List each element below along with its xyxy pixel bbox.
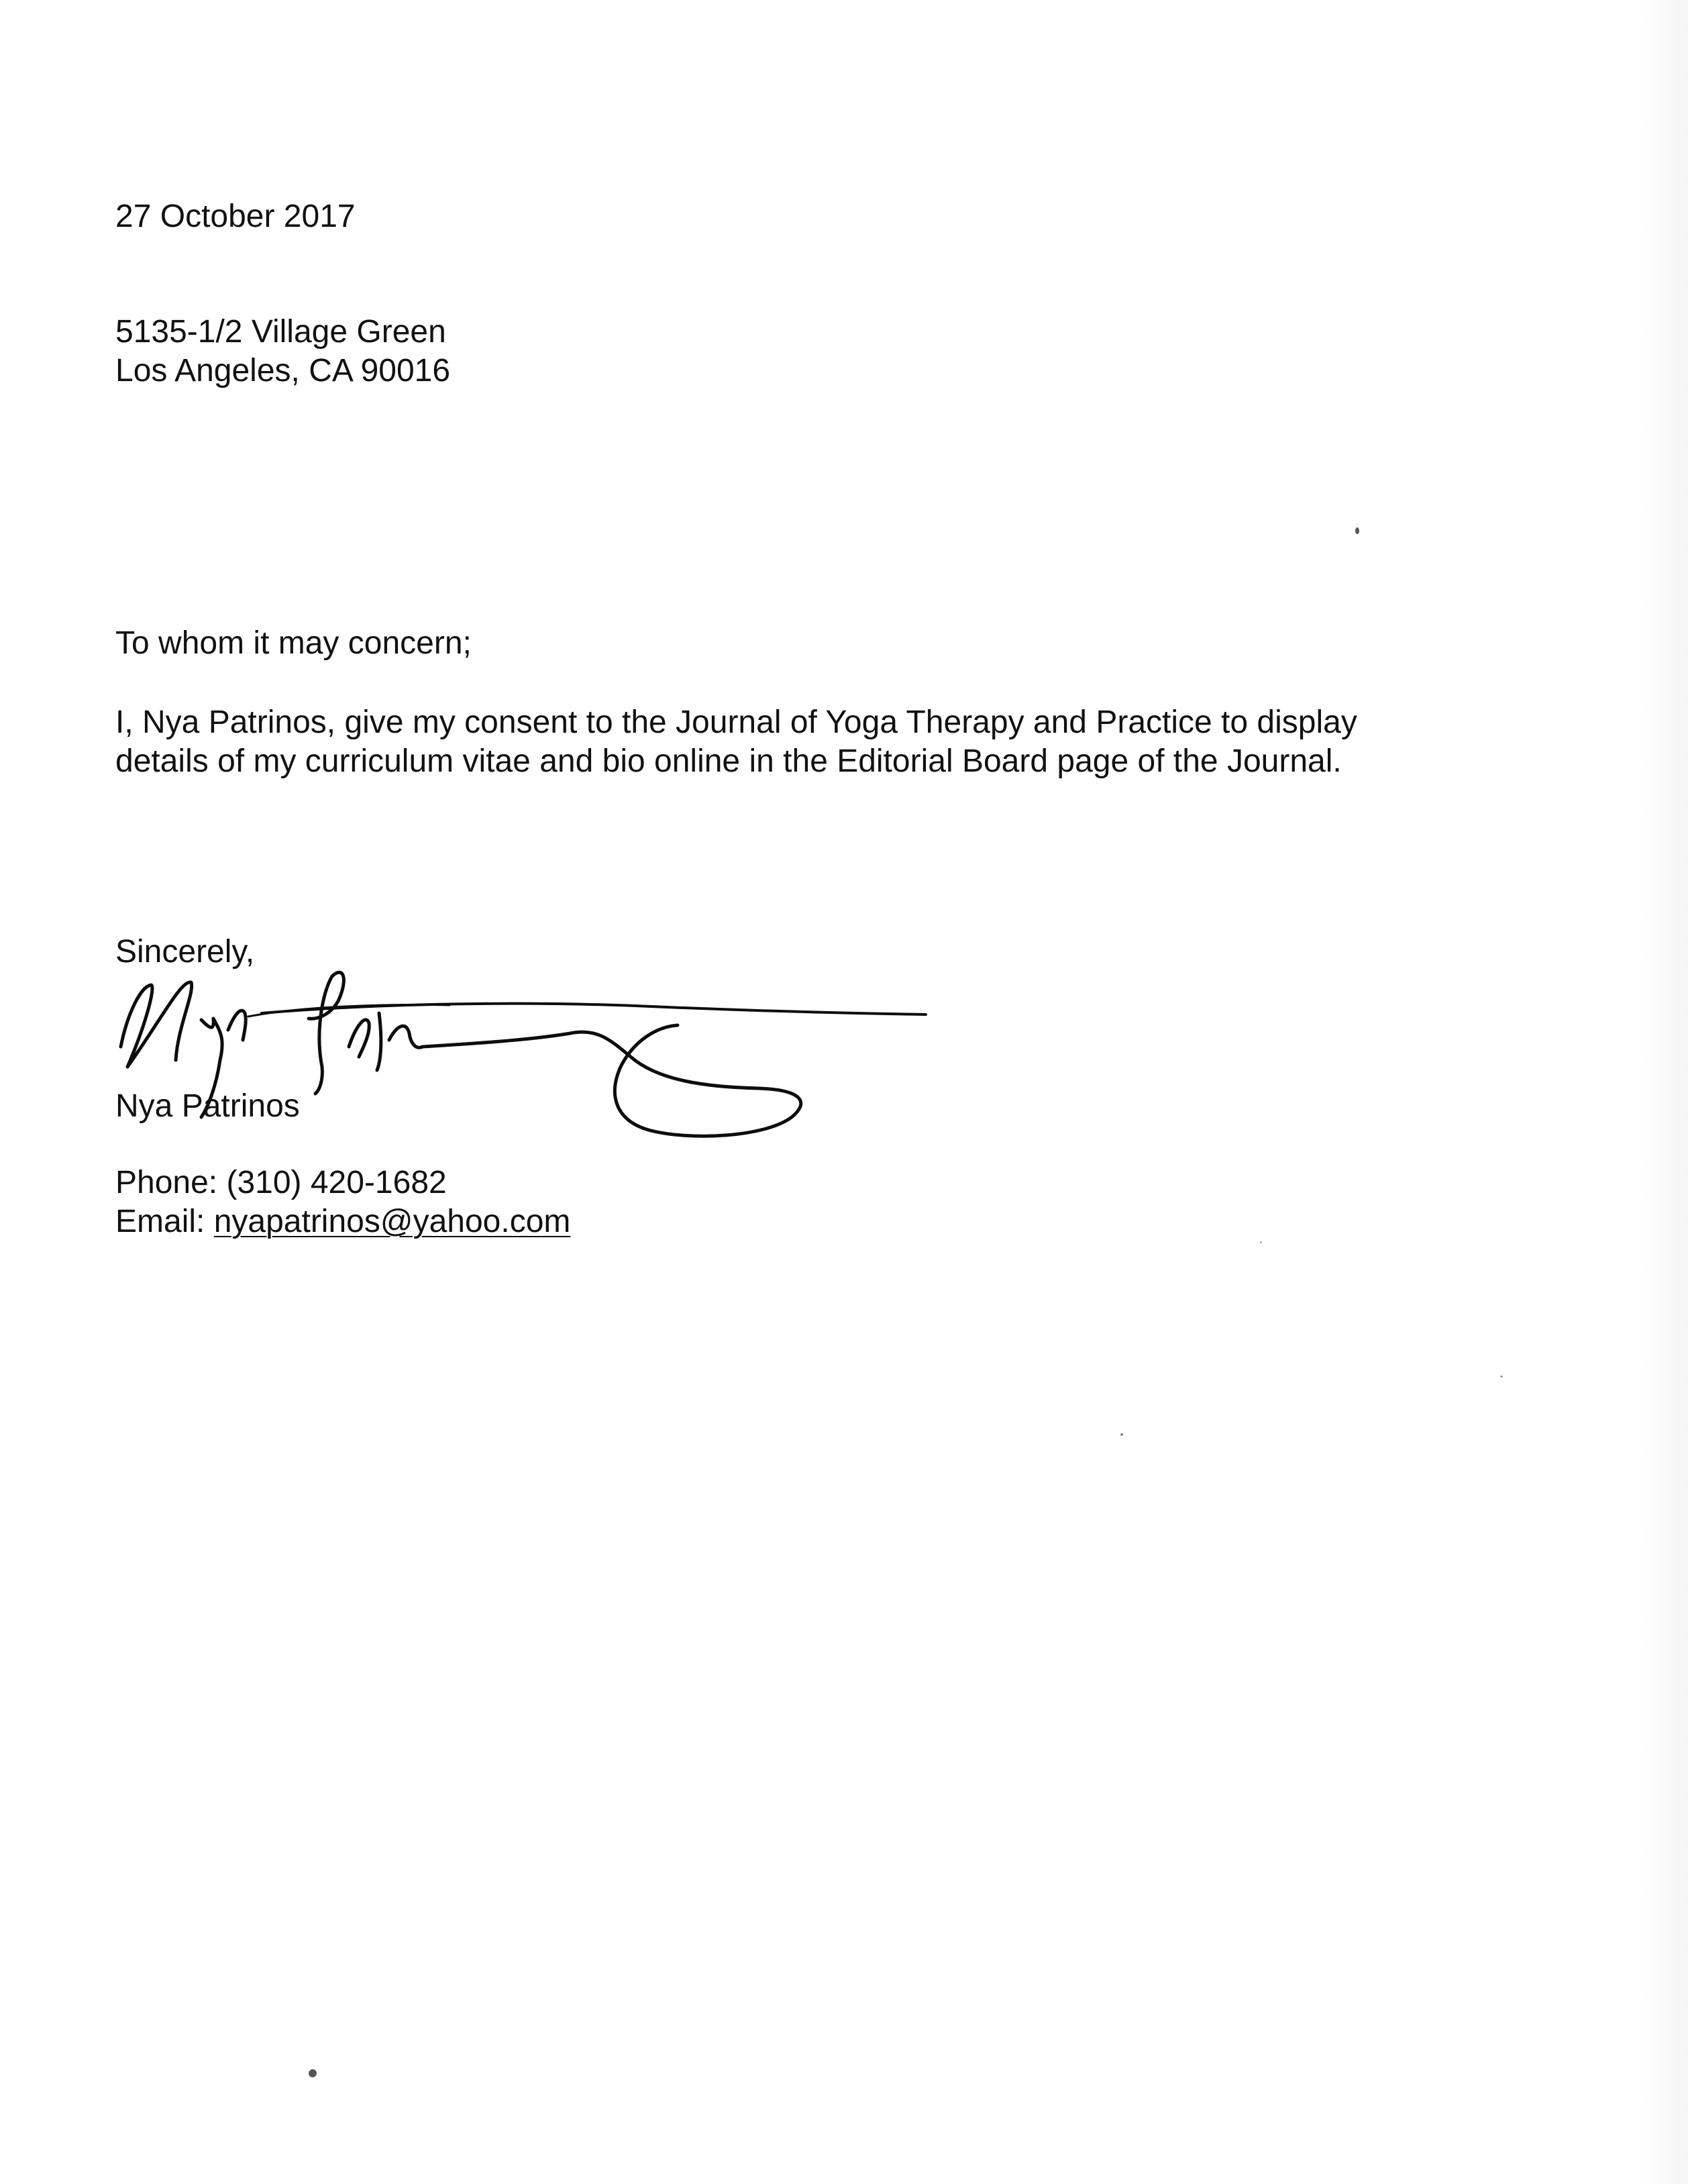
scan-speck (1260, 1241, 1262, 1243)
scan-shadow (1641, 0, 1688, 2184)
email-link[interactable]: nyapatrinos@yahoo.com (213, 1204, 571, 1239)
closing: Sincerely, (115, 934, 255, 970)
body-line-1: I, Nya Patrinos, give my consent to the Journal of Yoga Therapy and Practice to display (115, 705, 1357, 740)
email-line (115, 1202, 570, 1241)
scan-speck (1500, 1375, 1503, 1377)
address-line-2: Los Angeles, CA 90016 (115, 353, 451, 388)
body-line-2: details of my curriculum vitae and bio online in the Editorial Board page of the Journal. (115, 743, 1342, 779)
email-label: Email: (115, 1204, 214, 1239)
letter-date: 27 October 2017 (115, 199, 356, 234)
handwritten-signature-icon (101, 939, 973, 1161)
salutation: To whom it may concern; (115, 625, 472, 661)
phone-number: Phone: (310) 420-1682 (115, 1165, 447, 1200)
signature-name: Nya Patrinos (115, 1088, 300, 1124)
address-line-1: 5135-1/2 Village Green (115, 314, 446, 350)
scan-speck (1120, 1433, 1123, 1436)
scan-speck (1355, 527, 1359, 534)
scan-speck (309, 2069, 317, 2077)
